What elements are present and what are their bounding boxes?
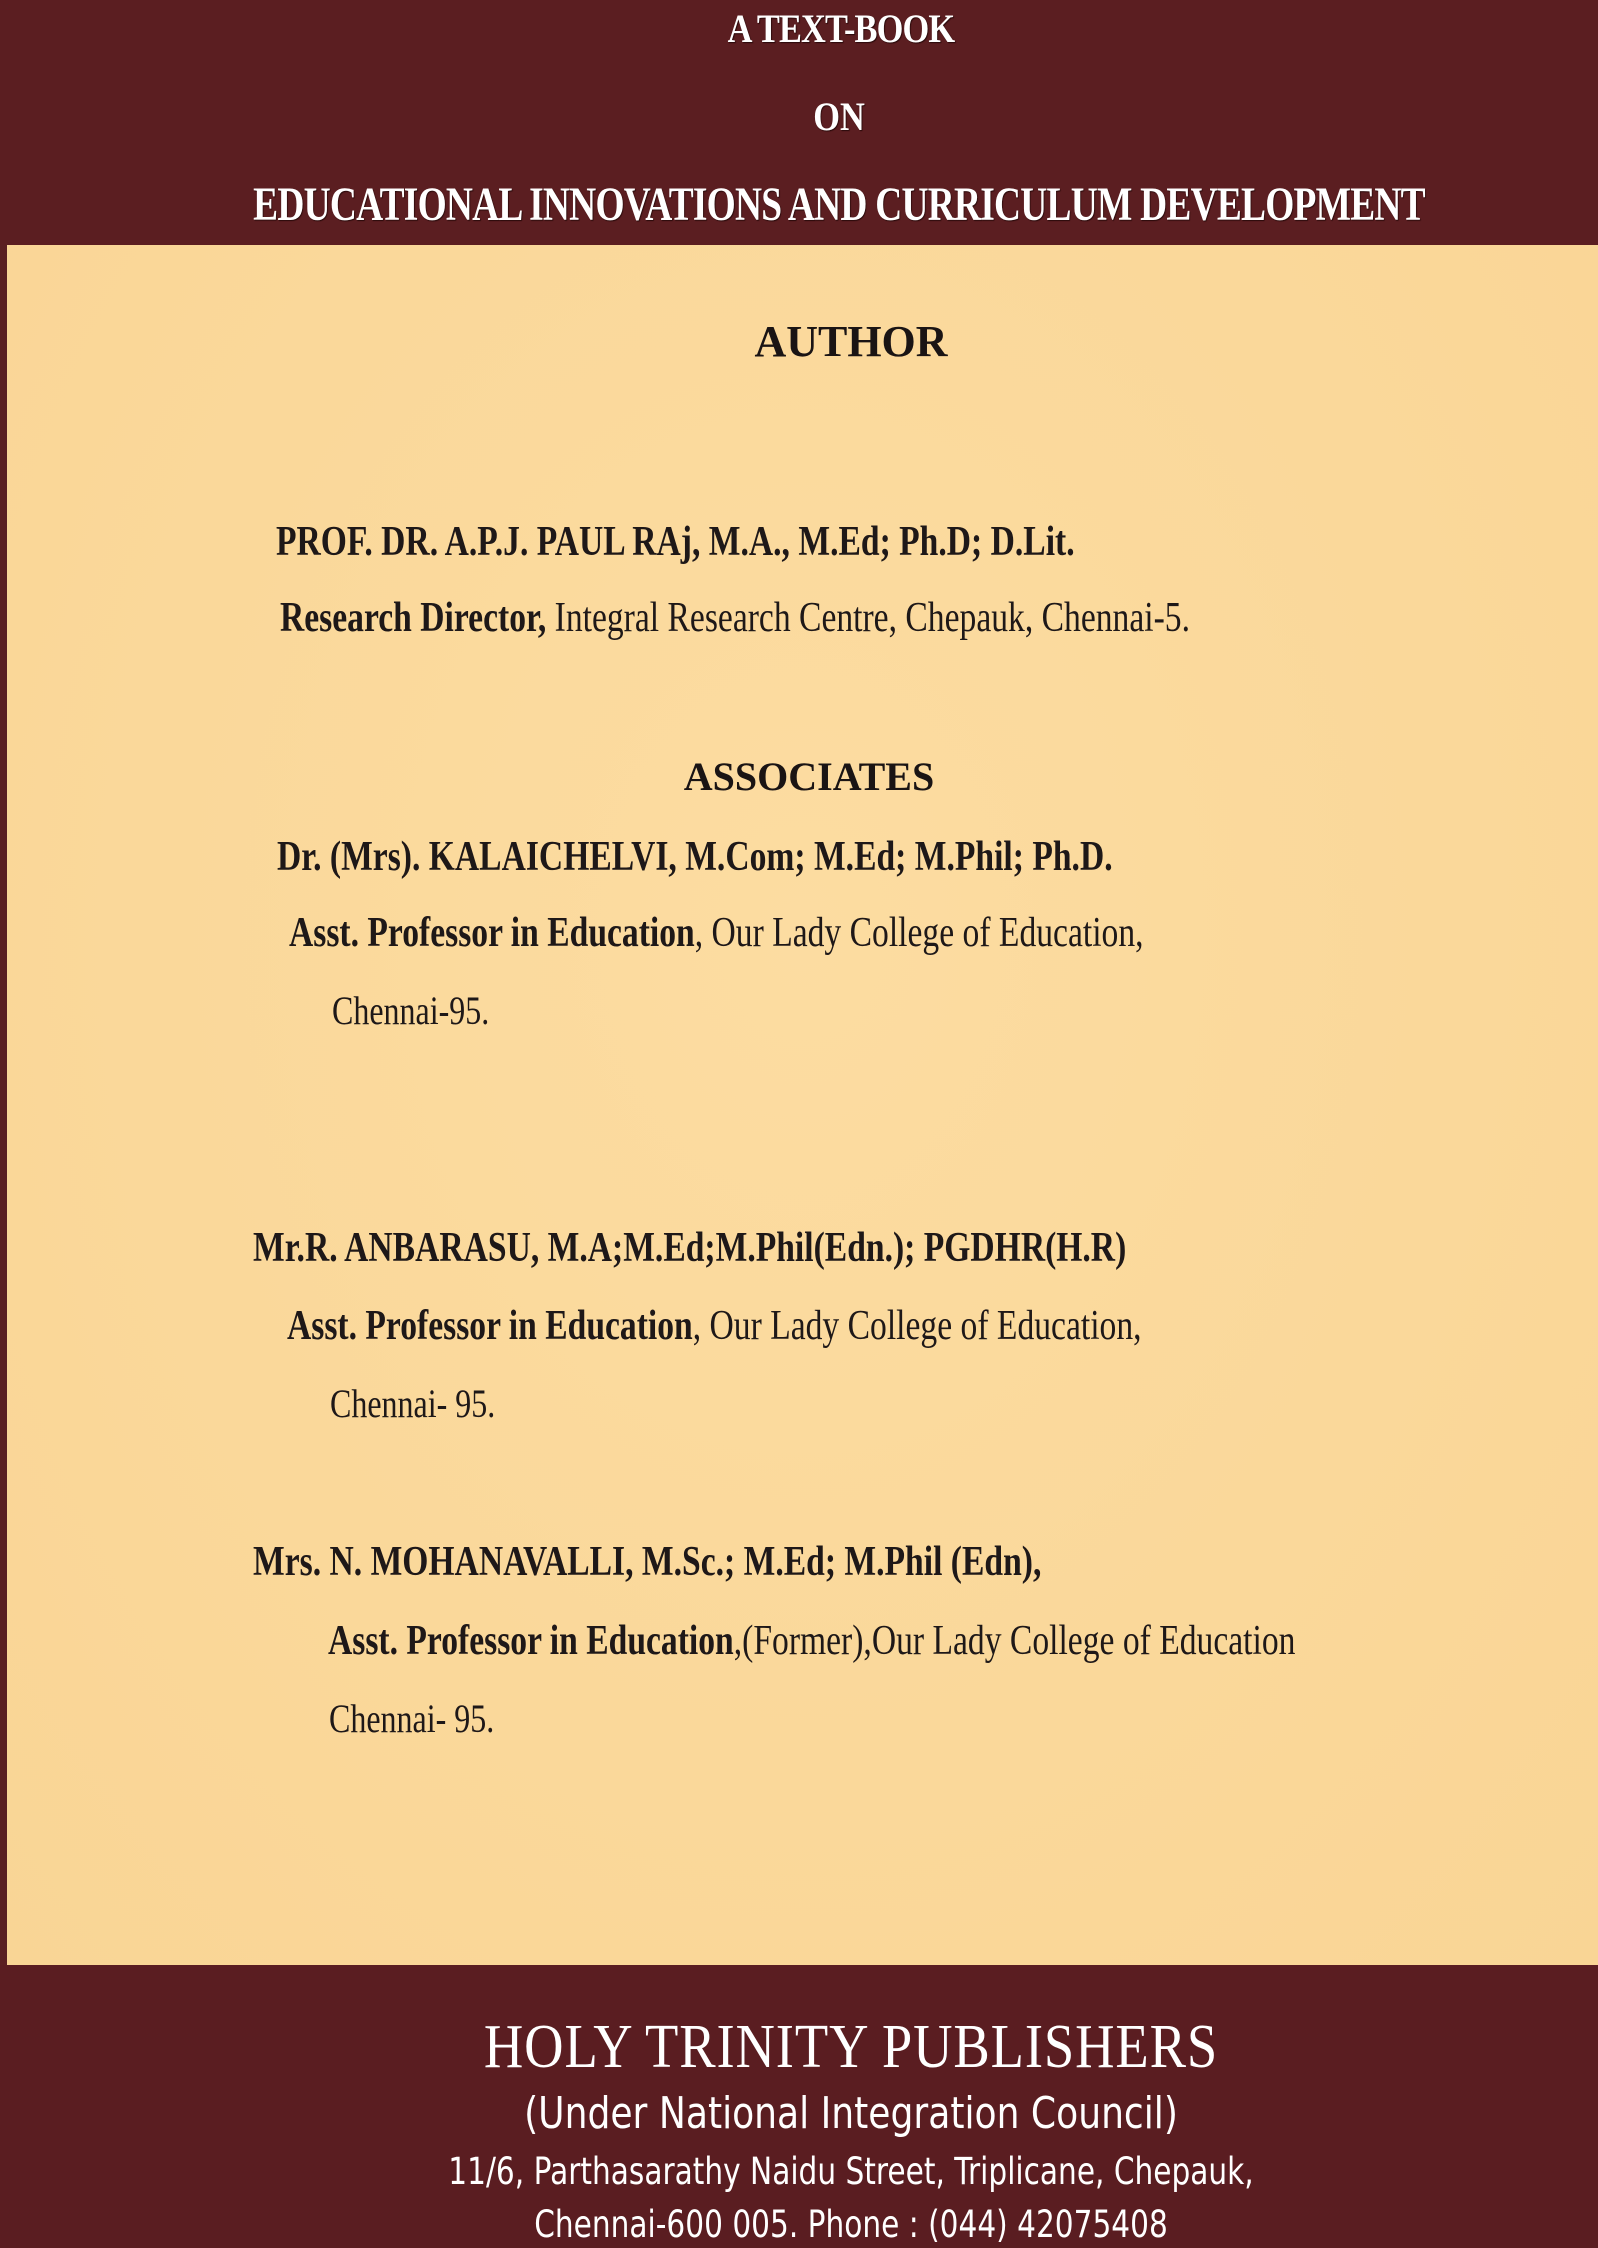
associate-role: [289, 909, 1144, 957]
associate-name: Mr.R. ANBARASU, M.A;M.Ed;M.Phil(Edn.); PGDHR(H.R): [253, 1225, 1127, 1271]
associate-role-institution: , Our Lady College of Education,: [694, 910, 1144, 956]
author-role-institution: Integral Research Centre, Chepauk, Chennai-5.: [546, 595, 1190, 641]
associate-role: [287, 1302, 1142, 1350]
associates-heading: ASSOCIATES: [683, 754, 935, 799]
content-panel: [7, 245, 1598, 1965]
author-heading: AUTHOR: [754, 317, 948, 366]
associate-name: Mrs. N. MOHANAVALLI, M.Sc.; M.Ed; M.Phil (Edn),: [253, 1539, 1042, 1585]
associate-city: Chennai- 95.: [330, 1381, 496, 1426]
associate-role-title: Asst. Professor in Education: [287, 1303, 693, 1349]
author-name: PROF. DR. A.P.J. PAUL RAj, M.A., M.Ed; Ph.D; D.Lit.: [276, 519, 1075, 565]
cover-line-textbook: A TEXT-BOOK: [727, 6, 955, 51]
associate-name: Dr. (Mrs). KALAICHELVI, M.Com; M.Ed; M.Phil; Ph.D.: [277, 834, 1113, 880]
cover-line-on: ON: [813, 94, 865, 139]
publisher-city-phone: Chennai-600 005. Phone : (044) 42075408: [534, 2203, 1168, 2246]
author-role-title: Research Director,: [280, 595, 547, 641]
publisher-subtitle: (Under National Integration Council): [524, 2088, 1178, 2139]
associate-role-institution: ,(Former),Our Lady College of Education: [733, 1618, 1296, 1664]
publisher-name: HOLY TRINITY PUBLISHERS: [483, 2013, 1219, 2081]
associate-city: Chennai-95.: [332, 988, 490, 1033]
associate-role-title: Asst. Professor in Education: [328, 1618, 734, 1664]
associate-city: Chennai- 95.: [329, 1696, 495, 1741]
associate-role-title: Asst. Professor in Education: [289, 910, 695, 956]
associate-role: [328, 1617, 1295, 1665]
author-role: [280, 594, 1190, 642]
associate-role-institution: , Our Lady College of Education,: [692, 1303, 1142, 1349]
book-title: EDUCATIONAL INNOVATIONS AND CURRICULUM DEVELOPMENT: [253, 178, 1425, 231]
publisher-address: 11/6, Parthasarathy Naidu Street, Triplicane, Chepauk,: [448, 2150, 1254, 2193]
